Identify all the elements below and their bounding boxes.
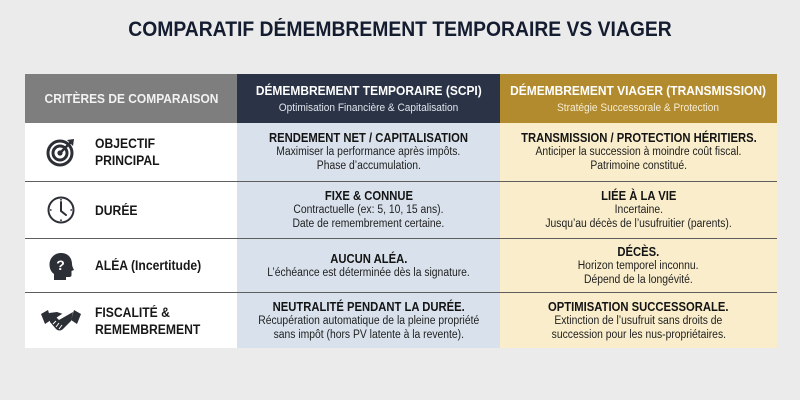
- header-criteria: [25, 74, 237, 123]
- viager-cell: OPTIMISATION SUCCESSORALE. Extinction de l’usufruit sans droits de succession pour les nus-propriétaires.: [500, 292, 777, 348]
- criterion-label: OBJECTIF PRINCIPAL: [94, 136, 160, 168]
- clock-icon: [39, 195, 83, 225]
- header-viager-subtitle: Stratégie Successorale & Protection: [557, 102, 720, 114]
- viager-cell: TRANSMISSION / PROTECTION HÉRITIERS. Anticiper la succession à moindre coût fiscal. Patrimoine constitué.: [500, 123, 777, 181]
- viager-cell: DÉCÈS. Horizon temporel inconnu. Dépend de la longévité.: [500, 238, 777, 292]
- handshake-icon: [39, 308, 83, 334]
- temporaire-cell: NEUTRALITÉ PENDANT LA DURÉE. Récupération automatique de la pleine propriété sans impôt (hors PV latente à la revente).: [237, 292, 500, 348]
- temporaire-cell: RENDEMENT NET / CAPITALISATION Maximiser la performance après impôts. Phase d’accumulation.: [237, 123, 500, 181]
- criterion-cell: [25, 123, 237, 181]
- header-viager: [500, 74, 777, 123]
- criterion-cell: [25, 181, 237, 238]
- svg-text:?: ?: [56, 256, 65, 273]
- criterion-cell: [25, 238, 237, 292]
- criterion-label: FISCALITÉ & REMEMBREMENT: [95, 304, 201, 337]
- viager-cell: LIÉE À LA VIE Incertaine. Jusqu’au décès de l’usufruitier (parents).: [500, 181, 777, 238]
- header-temporaire-title: DÉMEMBREMENT TEMPORAIRE (SCPI): [255, 83, 482, 98]
- target-icon: [39, 137, 83, 167]
- temporaire-cell: AUCUN ALÉA. L’échéance est déterminée dès la signature.: [237, 238, 500, 292]
- criterion-label: ALÉA (Incertitude): [95, 258, 202, 273]
- page-title: COMPARATIF DÉMEMBREMENT TEMPORAIRE VS VIAGER: [128, 18, 672, 41]
- header-temporaire-subtitle: Optimisation Financière & Capitalisation: [278, 102, 459, 114]
- comparison-table: [25, 74, 777, 348]
- head-question-icon: [39, 251, 83, 281]
- header-viager-title: DÉMEMBREMENT VIAGER (TRANSMISSION): [510, 83, 767, 98]
- header-criteria-label: CRITÈRES DE COMPARAISON: [44, 91, 218, 106]
- criterion-label: DURÉE: [95, 202, 138, 218]
- temporaire-cell: FIXE & CONNUE Contractuelle (ex: 5, 10, 15 ans). Date de remembrement certaine.: [237, 181, 500, 238]
- header-temporaire: [237, 74, 500, 123]
- criterion-cell: [25, 292, 237, 348]
